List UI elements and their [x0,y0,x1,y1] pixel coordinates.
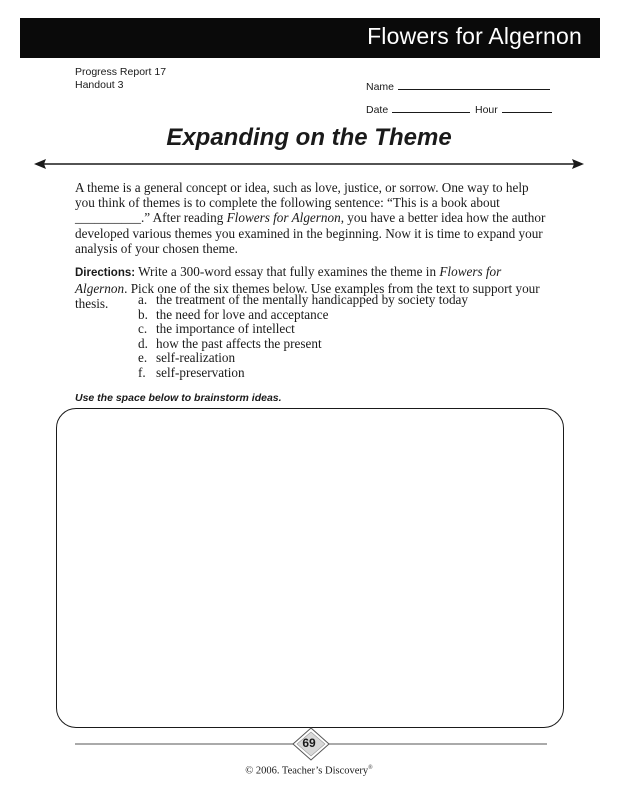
theme-text: the need for love and acceptance [156,306,329,322]
directions-text-1: Write a 300-word essay that fully examines the theme in [135,264,440,279]
theme-item [138,366,468,381]
directions-book-title: Flowers for Algernon [75,264,502,297]
intro-paragraph [75,180,550,256]
hour-field [475,104,552,116]
intro-book-title: Flowers for Algernon [226,210,341,226]
hour-line[interactable] [502,111,552,113]
theme-item [138,293,468,308]
registered-mark: ® [368,765,373,771]
name-label: Name [366,81,395,93]
handout-label: Handout 3 [75,79,124,91]
brainstorm-box[interactable] [56,408,564,728]
date-field [366,104,470,116]
date-label: Date [366,104,389,116]
intro-text-2: , you have a better idea how the author developed various themes you examined in the beginning. Now it is time to expand your analysis of your chosen theme. [75,210,546,256]
intro-text-1: A theme is a general concept or idea, such as love, justice, or sorrow. One way to help you think of themes is to complete the following sentence: “This is a book about __________.” After reading [75,180,529,226]
directions-label: Directions: [75,267,136,279]
theme-item [138,337,468,352]
page-heading: Expanding on the Theme [166,124,452,151]
theme-text: self-preservation [156,364,245,380]
directions-text-2: . Pick one of the six themes below. Use examples from the text to support your thesis. [75,281,540,312]
page-number: 69 [302,736,316,750]
book-title-header: Flowers for Algernon [367,23,582,49]
theme-text: how the past affects the present [156,335,322,351]
theme-letter: e. [138,350,148,366]
theme-letter: f. [138,364,146,380]
title-bar [20,18,600,58]
copyright-notice [0,765,618,777]
copyright-text: © 2006. Teacher’s Discovery [245,765,369,777]
progress-report-label: Progress Report 17 [75,66,167,78]
name-line[interactable] [398,88,550,90]
double-arrow-divider [34,158,584,170]
theme-list [138,293,468,381]
theme-item [138,351,468,366]
theme-letter: d. [138,335,148,351]
theme-letter: c. [138,321,148,337]
theme-text: the importance of intellect [156,321,295,337]
name-field [366,81,550,93]
theme-text: the treatment of the mentally handicapped by society today [156,292,468,307]
theme-letter: a. [138,292,148,307]
brainstorm-label: Use the space below to brainstorm ideas. [75,392,282,404]
theme-letter: b. [138,306,148,322]
theme-item [138,308,468,323]
hour-label: Hour [475,104,498,116]
theme-item [138,322,468,337]
date-line[interactable] [392,111,470,113]
report-info [75,66,166,92]
theme-text: self-realization [156,350,236,366]
